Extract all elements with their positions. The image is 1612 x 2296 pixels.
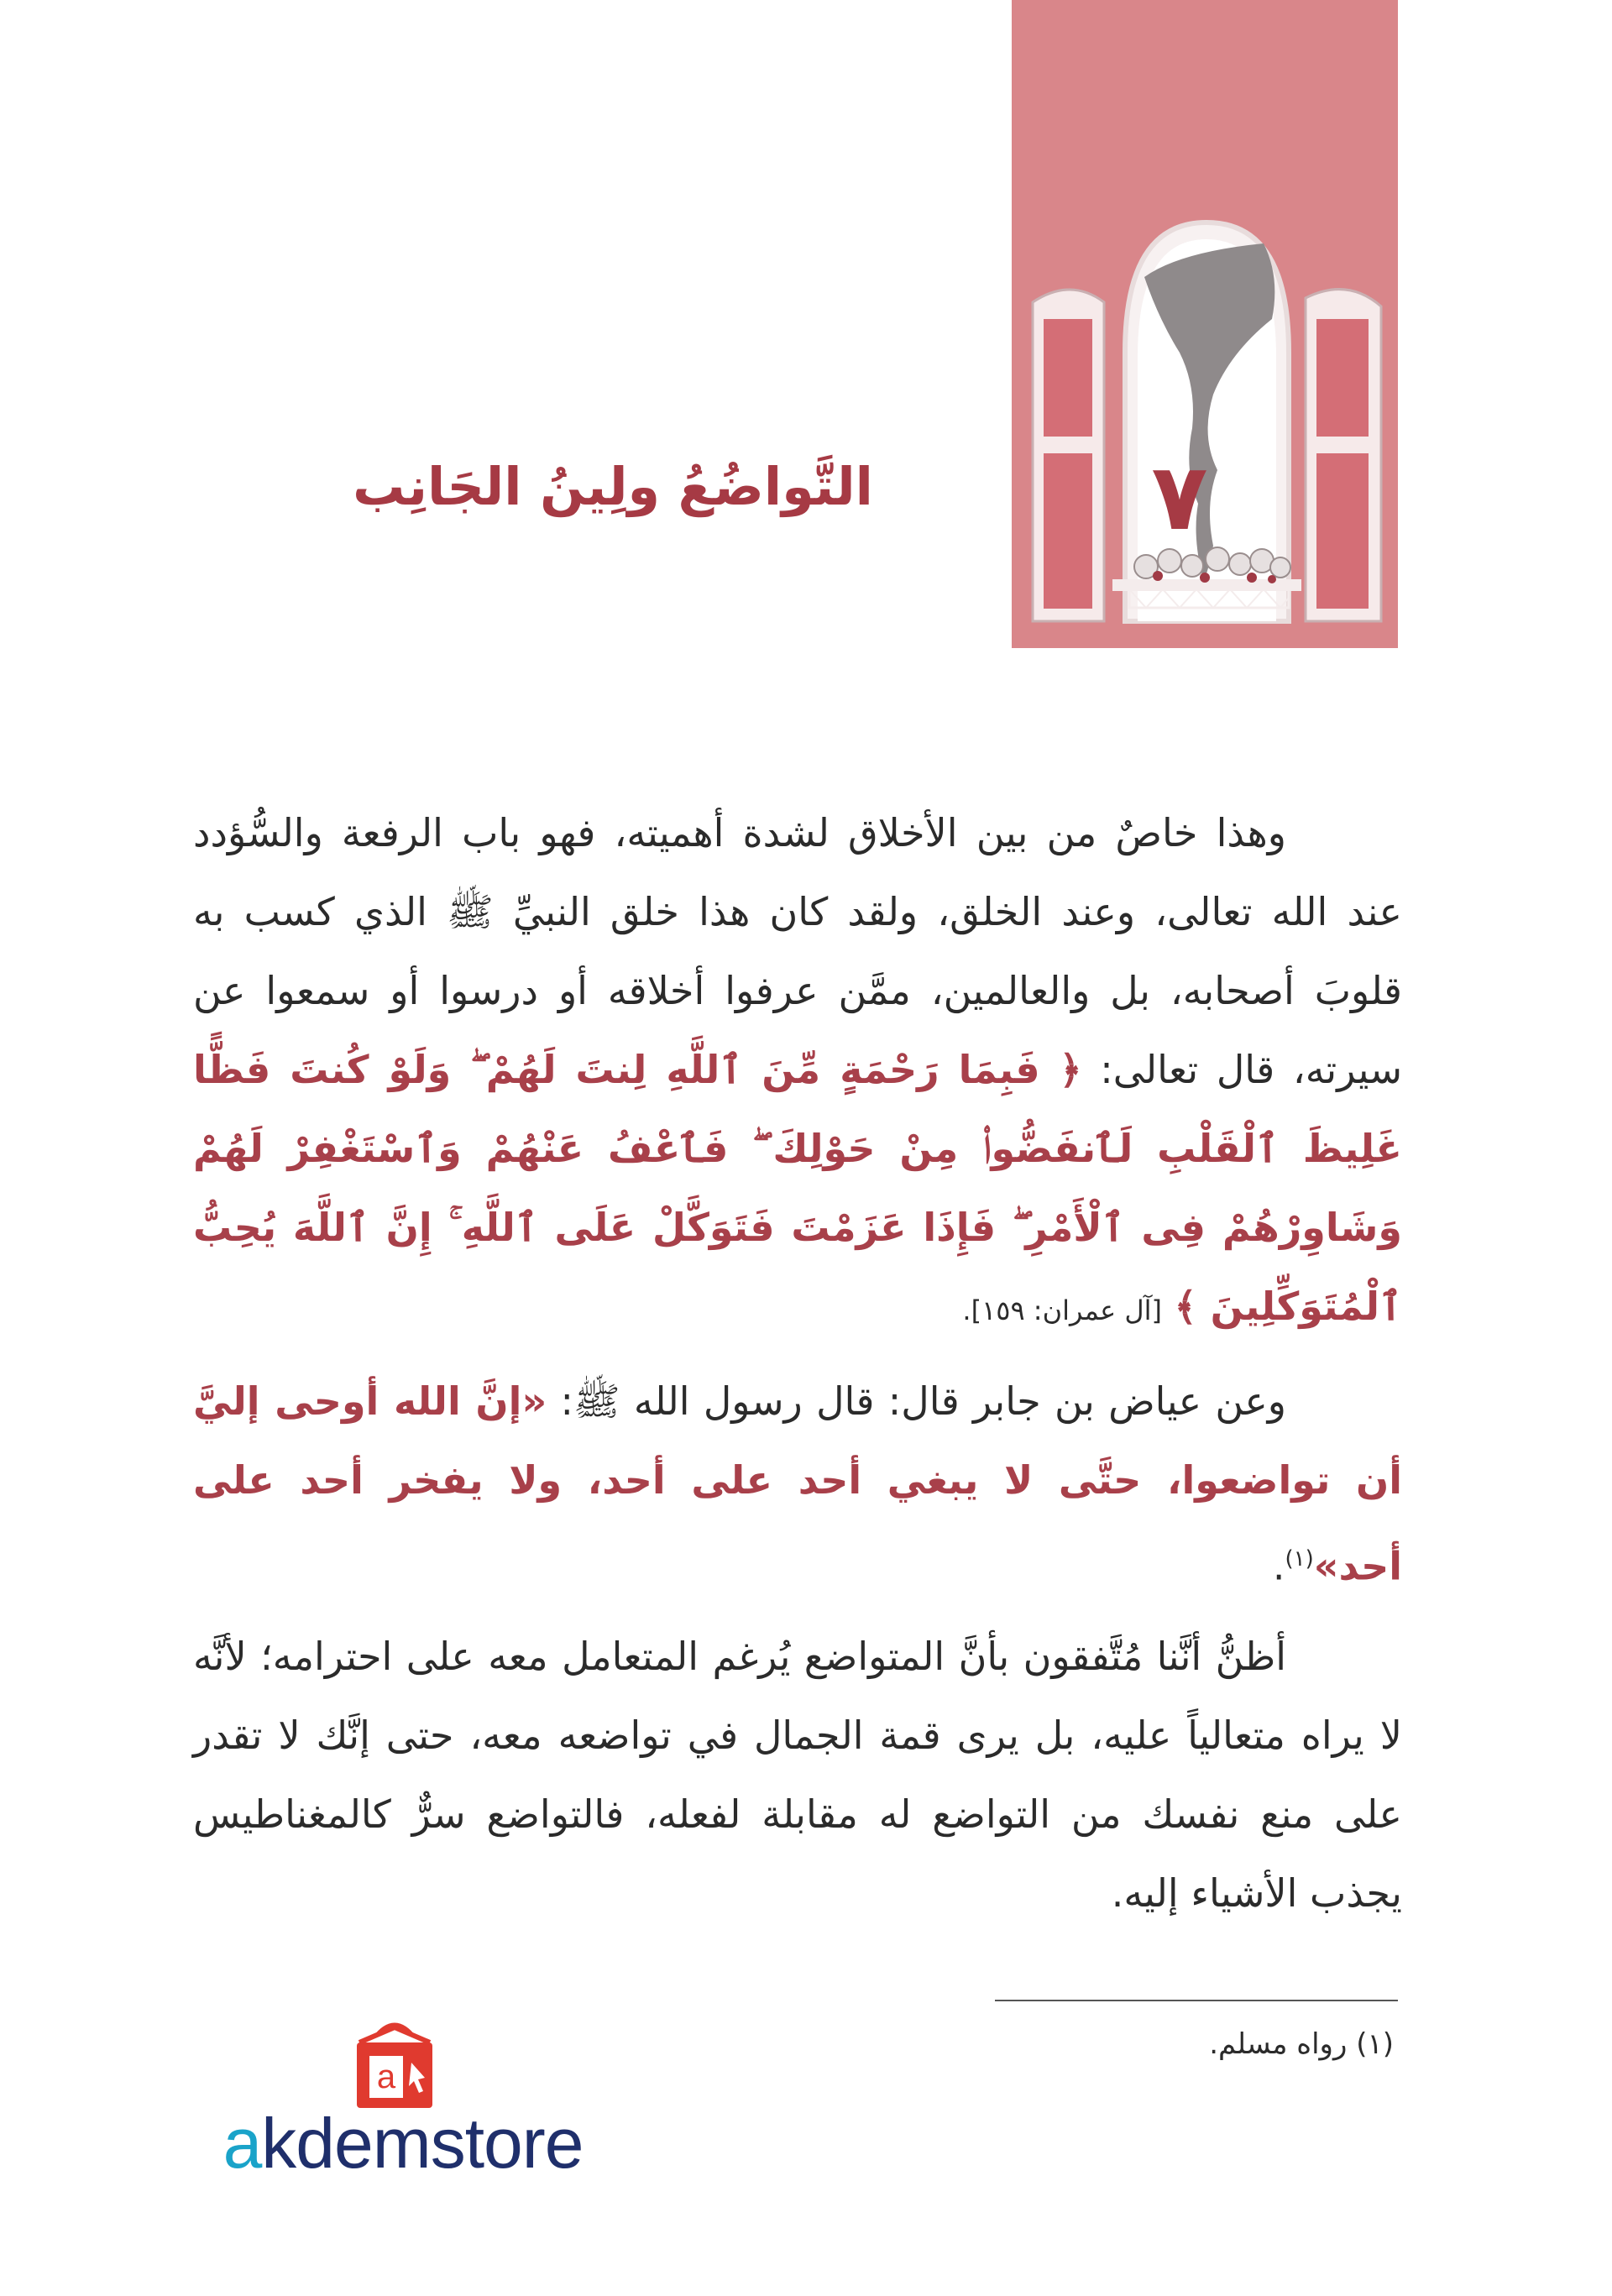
footnote-text: (١) رواه مسلم. bbox=[1209, 2027, 1394, 2061]
humility-text: أظنُّ أنَّنا مُتَّفقون بأنَّ المتواضع يُرغم المتعامل معه على احترامه؛ لأنَّه لا يراه متعالياً عليه، بل يرى قمة الجمال في تواضعه معه، حتى إنَّك لا تقدر على منع نفسك من التواضع له مقابلة لفعله، فالتواضع سرٌّ كالمغناطيس يجذب الأشياء إليه. bbox=[193, 1634, 1402, 1917]
hadith-end: . bbox=[1272, 1543, 1285, 1589]
logo-icon-letter: a bbox=[376, 2058, 396, 2095]
intro-text: وهذا خاصٌ من بين الأخلاق لشدة أهميته، فهو باب الرفعة والسُّؤدد عند الله تعالى، وعند الخلق، ولقد كان هذا خلق النبيِّ ﷺ الذي كسب به قلوبَ أصحابه، بل والعالمين، ممَّن عرفوا أخلاقه أو درسوا أو سمعوا عن سيرته، قال تعالى: bbox=[193, 810, 1403, 1092]
footnote-marker: (١) bbox=[1285, 1546, 1314, 1572]
window-illustration bbox=[1012, 0, 1398, 648]
paragraph-humility bbox=[193, 1617, 1402, 1933]
chapter-title: التَّواضُعُ ولِينُ الجَانِب bbox=[353, 456, 873, 517]
body-text bbox=[193, 793, 1402, 1944]
hadith-intro: وعن عياض بن جابر قال: قال رسول الله ﷺ: bbox=[560, 1378, 1287, 1424]
publisher-logo bbox=[210, 2011, 596, 2212]
footnote-divider bbox=[995, 2000, 1398, 2001]
hadith-text: «إنَّ الله أوحى إليَّ أن تواضعوا، حتَّى لا يبغي أحد على أحد، ولا يفخر أحد على أحد» bbox=[193, 1378, 1402, 1589]
quran-verse: ﴿ فَبِمَا رَحْمَةٍ مِّنَ ٱللَّهِ لِنتَ لَهُمْ ۖ وَلَوْ كُنتَ فَظًّا غَلِيظَ ٱلْقَلْبِ لَٱنفَضُّوا۟ مِنْ حَوْلِكَ ۖ فَٱعْفُ عَنْهُمْ وَٱسْتَغْفِرْ لَهُمْ وَشَاوِرْهُمْ فِى ٱلْأَمْرِ ۖ فَإِذَا عَزَمْتَ فَتَوَكَّلْ عَلَى ٱللَّهِ ۚ إِنَّ ٱللَّهَ يُحِبُّ ٱلْمُتَوَكِّلِينَ ﴾ bbox=[193, 1047, 1402, 1329]
logo-a: a bbox=[222, 2104, 262, 2183]
logo-rest: kdemstore bbox=[261, 2104, 584, 2183]
chapter-number: ٧ bbox=[1151, 443, 1208, 551]
book-bag-icon bbox=[210, 2011, 596, 2111]
paragraph-intro bbox=[193, 793, 1402, 1350]
logo-wordmark bbox=[210, 2103, 596, 2184]
chapter-banner bbox=[1012, 0, 1398, 648]
verse-reference: [آل عمران: ١٥٩]. bbox=[962, 1294, 1163, 1326]
paragraph-hadith bbox=[193, 1362, 1402, 1605]
